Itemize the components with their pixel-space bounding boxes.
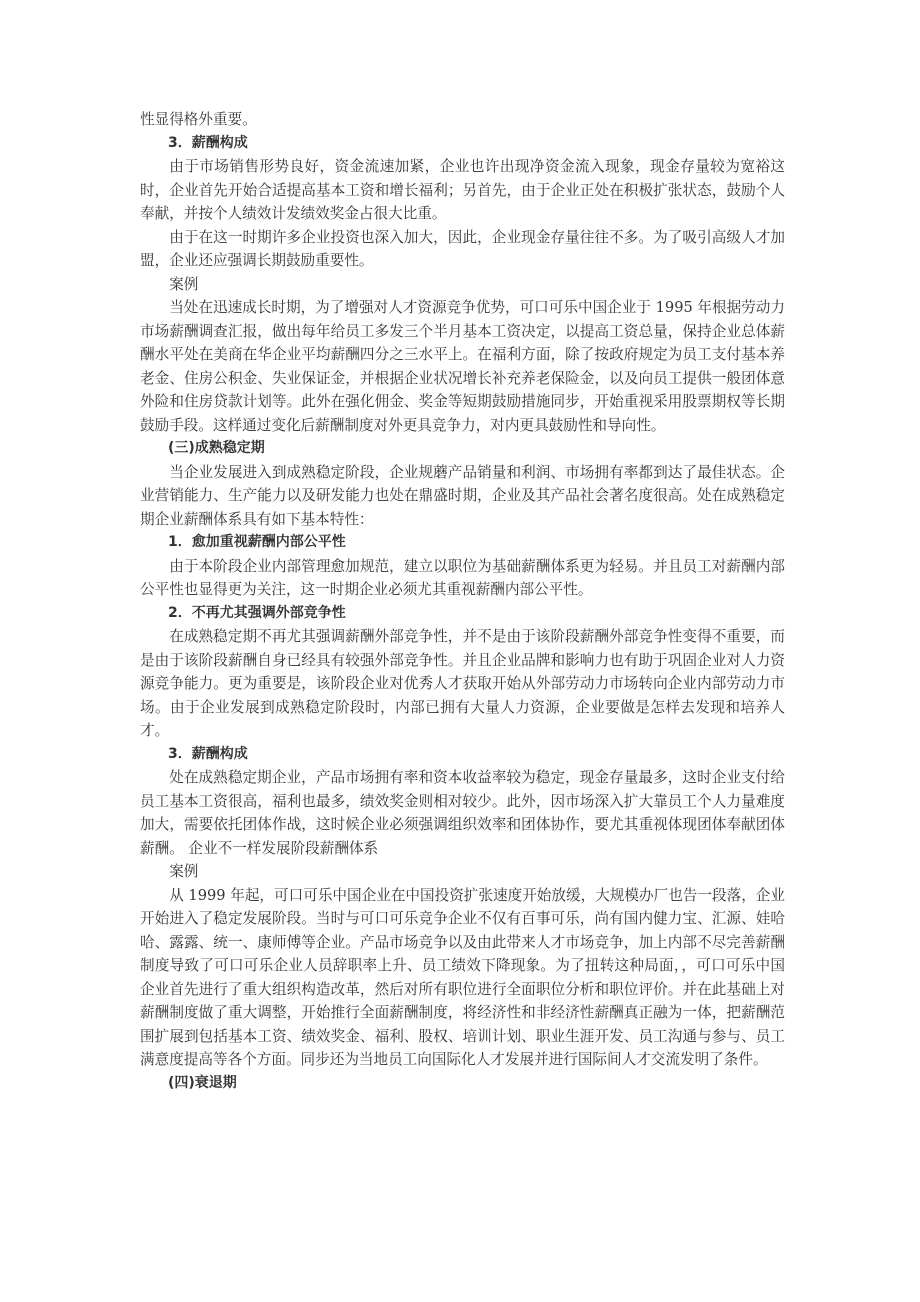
subheading-external-competition: 2．不再尤其强调外部竞争性	[168, 604, 346, 621]
body-paragraph: 当企业发展进入到成熟稳定阶段，企业规蘑产品销量和利润、市场拥有率都到达了最佳状态。企业营销能力、生产能力以及研发能力也处在鼎盛时期，企业及其产品社会著名度很高。处在成熟稳定期企业薪酬体系具有如下基本特性：	[140, 463, 785, 528]
body-paragraph: 在成熟稳定期不再尤其强调薪酬外部竞争性，并不是由于该阶段薪酬外部竞争性变得不重要，而是由于该阶段薪酬自身已经具有较强外部竞争性。并且企业品牌和影响力也有助于巩固企业对人力资源竞争能力。更为重要是，该阶段企业对优秀人才获取开始从外部劳动力市场转向企业内部劳动力市场。由于企业发展到成熟稳定阶段时，内部已拥有大量人力资源，企业要做是怎样去发现和培养人才。	[140, 628, 785, 739]
case-paragraph: 当处在迅速成长时期，为了增强对人才资源竞争优势，可口可乐中国企业于 1995 年根据劳动力市场薪酬调查汇报，做出每年给员工多发三个半月基本工资决定，以提高工资总量，保持企业总体薪酬水平处在美商在华企业平均薪酬四分之三水平上。在福利方面，除了按政府规定为员工支付基本养老金、住房公积金、失业保证金，并根据企业状况增长补充养老保险金，以及向员工提供一般团体意外险和住房贷款计划等。此外在强化佣金、奖金等短期鼓励措施同步，开始重视采用股票期权等长期鼓励手段。这样通过变化后薪酬制度对外更具竞争力，对内更具鼓励性和导向性。	[140, 299, 785, 434]
body-paragraph: 由于在这一时期许多企业投资也深入加大，因此，企业现金存量往往不多。为了吸引高级人才加盟，企业还应强调长期鼓励重要性。	[140, 228, 785, 269]
subheading-salary-structure: 3．薪酬构成	[168, 745, 248, 762]
case-label: 案例	[169, 275, 199, 293]
paragraph-continuation: 性显得格外重要。	[140, 111, 257, 128]
section-heading-salary-structure: 3．薪酬构成	[168, 134, 248, 151]
section-heading-decline: (四)衰退期	[168, 1074, 237, 1091]
section-heading-mature-stable: (三)成熟稳定期	[168, 440, 265, 456]
document-page	[140, 108, 785, 1095]
case-label: 案例	[169, 863, 199, 880]
body-paragraph: 处在成熟稳定期企业，产品市场拥有率和资本收益率较为稳定，现金存量最多，这时企业支付给员工基本工资很高，福利也最多，绩效奖金则相对较少。此外，因市场深入扩大靠员工个人力量难度加大，需要依托团体作战，这时候企业必须强调组织效率和团体协作，要尤其重视体现团体奉献团体薪酬。 企业不一样发展阶段薪酬体系	[140, 769, 785, 857]
body-paragraph: 由于本阶段企业内部管理愈加规范，建立以职位为基础薪酬体系更为轻易。并且员工对薪酬内部公平性也显得更为关注，这一时期企业必须尤其重视薪酬内部公平性。	[140, 557, 785, 598]
subheading-internal-fairness: 1．愈加重视薪酬内部公平性	[168, 534, 346, 550]
body-paragraph: 由于市场销售形势良好，资金流速加紧，企业也许出现净资金流入现象，现金存量较为宽裕这时，企业首先开始合适提高基本工资和增长福利；另首先，由于企业正处在积极扩张状态，鼓励个人奉献，并按个人绩效计发绩效奖金占很大比重。	[140, 158, 785, 222]
case-paragraph: 从 1999 年起，可口可乐中国企业在中国投资扩张速度开始放缓，大规模办厂也告一段落，企业开始进入了稳定发展阶段。当时与可口可乐竞争企业不仅有百事可乐，尚有国内健力宝、汇源、娃哈哈、露露、统一、康师傅等企业。产品市场竞争以及由此带来人才市场竞争，加上内部不尽完善薪酬制度导致了可口可乐企业人员辞职率上升、员工绩效下降现象。为了扭转这种局面，，可口可乐中国企业首先进行了重大组织构造改革，然后对所有职位进行全面职位分析和职位评价。并在此基础上对薪酬制度做了重大调整，开始推行全面薪酬制度，将经济性和非经济性薪酬真正融为一体，把薪酬范围扩展到包括基本工资、绩效奖金、福利、股权、培训计划、职业生涯开发、员工沟通与参与、员工满意度提高等各个方面。同步还为当地员工向国际化人才发展并进行国际间人才交流发明了条件。	[140, 886, 785, 1068]
